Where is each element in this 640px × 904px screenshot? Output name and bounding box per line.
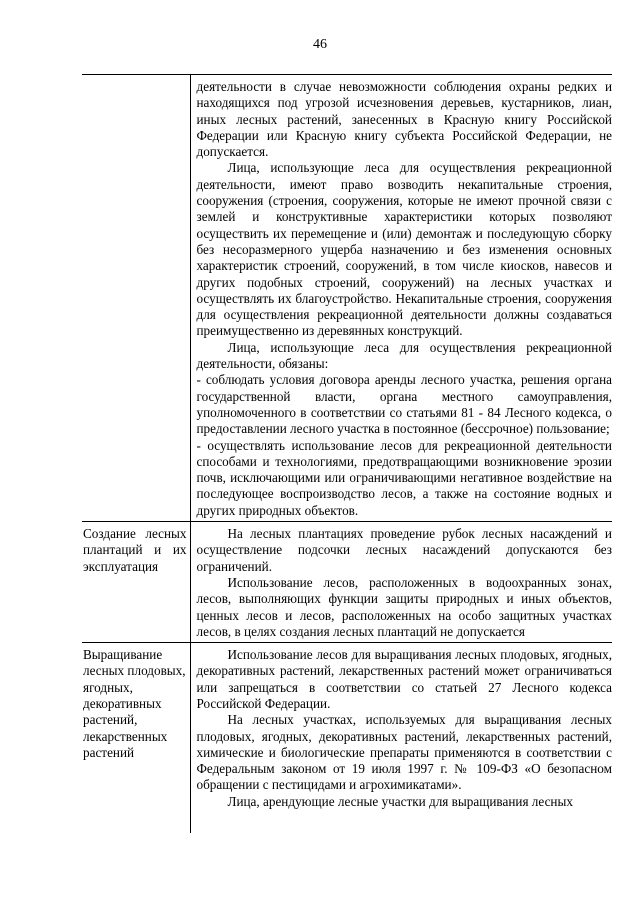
activity-type-label: Создание лесных плантаций и их эксплуатация [83,526,187,574]
activity-type-cell [82,643,190,834]
activity-type-label: Выращивание лесных плодовых, ягодных, декоративных растений, лекарственных растений [83,647,186,760]
requirement-list-item: - соблюдать условия договора аренды лесного участка, решения органа государственной власти, органа местного самоуправления, уполномоченного в соответствии со статьями 81 - 84 Лесного кодекса, о предоставлении лесного участка в постоянное (бессрочное) пользование; [196,372,612,437]
requirement-paragraph: Использование лесов для выращивания лесных плодовых, ягодных, декоративных растений, лекарственных растений может ограничиваться или запрещаться в соответствии со статьей 27 Лесного кодекса Российской Федерации. [196,647,612,711]
requirement-paragraph: деятельности в случае невозможности соблюдения охраны редких и находящихся под угрозой исчезновения деревьев, кустарников, лиан, иных лесных растений, занесенных в Красную книгу Российской Федерации или Красную книгу субъекта Российской Федерации, не допускается. [196,79,612,160]
requirement-paragraph: Лица, использующие леса для осуществления рекреационной деятельности, обязаны: [196,339,612,372]
requirement-paragraph: На лесных плантациях проведение рубок лесных насаждений и осуществление подсочки лесных насаждений допускаются без ограничений. [196,526,612,574]
requirement-list-item: - осуществлять использование лесов для рекреационной деятельности способами и технологиями, предотвращающими возникновение эрозии почв, исключающими или ограничивающими негативное воздействие на последующее воспроизводство лесов, а также на состояние водных и других природных объектов. [196,437,612,518]
activity-type-cell [82,522,190,643]
requirements-cell [190,75,612,522]
requirements-cell [190,522,612,643]
table-row [82,522,612,643]
requirement-paragraph: Лица, использующие леса для осуществления рекреационной деятельности, имеют право возводить некапитальные строения, сооружения (строения, сооружения, которые не имеют прочной связи с землей и конструктивные характеристики которых позволяют осуществить их перемещение и (или) демонтаж и последующую сборку без несоразмерного ущерба назначению и без изменения основных характеристик строений, сооружений, в том числе киосков, навесов и других подобных строений, сооружений) на лесных участках и осуществлять их благоустройство. Некапитальные строения, сооружения для осуществления рекреационной деятельности должны создаваться преимущественно из деревянных конструкций. [196,160,612,339]
regulations-table [82,74,612,833]
page-number: 46 [313,37,327,52]
activity-type-cell [82,75,190,522]
requirement-paragraph: Использование лесов, расположенных в водоохранных зонах, лесов, выполняющих функции защиты природных и иных объектов, ценных лесов и лесов, расположенных на особо защитных участках лесов, в целях создания лесных плантаций не допускается [196,574,612,639]
requirements-cell [190,643,612,834]
table-row [82,643,612,834]
requirement-paragraph: На лесных участках, используемых для выращивания лесных плодовых, ягодных, декоративных растений, лекарственных растений, химические и биологические препараты применяются в соответствии с Федеральным законом от 19 июля 1997 г. № 109-ФЗ «О безопасном обращении с пестицидами и агрохимикатами». [196,712,612,793]
table-row [82,75,612,522]
requirement-paragraph: Лица, арендующие лесные участки для выращивания лесных [227,793,573,809]
